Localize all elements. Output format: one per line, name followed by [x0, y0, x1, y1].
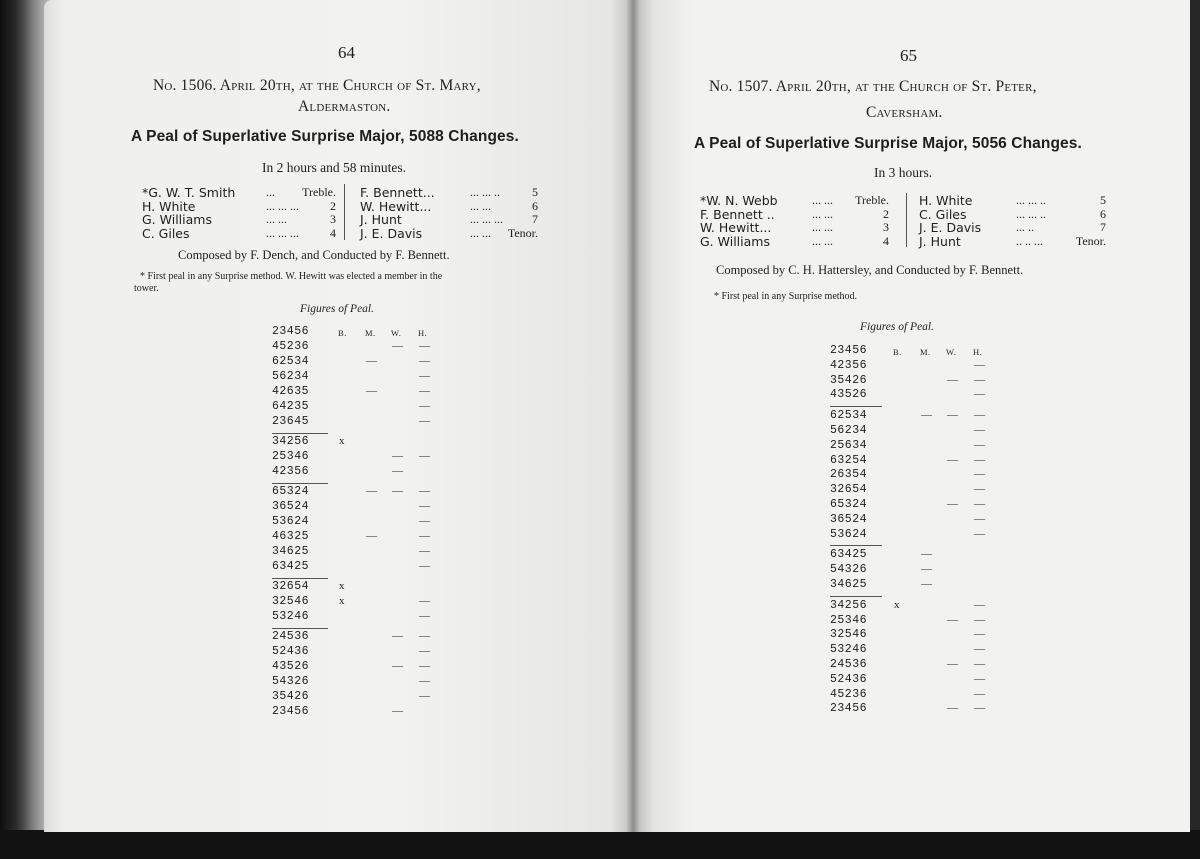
ringer-dots: ... ... [812, 206, 833, 221]
ringer-name: J. E. Davis [919, 220, 982, 235]
call-mark: — [974, 424, 985, 436]
figure-row: 53246 [830, 643, 868, 657]
call-mark: — [392, 340, 403, 352]
figure-row: 43526 [272, 660, 310, 673]
call-mark: — [419, 690, 430, 702]
peal-header: No. 1507. April 20th, at the Church of St. Peter, [709, 78, 1037, 95]
call-mark: — [947, 498, 958, 510]
call-mark: — [974, 483, 985, 496]
ringer-dots: ... .. [1016, 220, 1034, 234]
bell-number: 5 [532, 185, 538, 199]
call-mark: — [366, 385, 377, 397]
figure-row: 56234 [272, 370, 310, 383]
call-mark: — [974, 527, 985, 540]
footnote: * First peal in any Surprise method. [714, 291, 858, 302]
group-separator [830, 406, 882, 407]
call-mark: — [419, 660, 430, 672]
figure-row: 43526 [830, 388, 868, 402]
figure-row: 23456 [272, 325, 310, 338]
book-edge [1190, 0, 1200, 832]
page-number: 65 [900, 46, 917, 65]
call-mark: — [419, 355, 430, 367]
call-mark: — [974, 388, 985, 401]
call-mark: — [419, 630, 430, 642]
call-mark: — [419, 610, 430, 622]
call-mark: — [419, 645, 430, 657]
ringer-name: G. Williams [142, 212, 212, 227]
figure-row: 65324 [830, 498, 868, 511]
ringer-dots: ... ... [812, 193, 833, 207]
column-heading: B. [893, 347, 902, 357]
call-mark: — [392, 465, 403, 477]
figure-row: 32654 [830, 483, 868, 497]
call-mark: — [419, 515, 430, 527]
ringer-name: J. Hunt [919, 233, 961, 249]
bell-number: 3 [330, 212, 336, 226]
left-page [44, 0, 634, 832]
ringer-dots: ... ... [266, 212, 287, 226]
call-mark: — [419, 545, 430, 557]
figure-row: 34625 [272, 545, 310, 558]
bob-mark: x [339, 435, 345, 447]
ringer-name: *G. W. T. Smith [142, 185, 236, 200]
call-mark: — [419, 340, 430, 352]
call-mark: — [947, 658, 958, 670]
figure-row: 53246 [272, 610, 310, 623]
bell-number: 5 [1100, 193, 1106, 207]
call-mark: — [392, 630, 403, 642]
column-heading: W. [946, 347, 957, 357]
composer-line: Composed by C. H. Hattersley, and Conducted by F. Bennett. [716, 263, 1024, 277]
bell-number: 7 [1100, 220, 1106, 234]
group-separator [272, 628, 328, 629]
call-mark: — [366, 485, 377, 497]
figure-row: 25634 [830, 438, 868, 452]
call-mark: — [974, 512, 985, 525]
figure-row: 32654 [272, 580, 310, 593]
call-mark: — [974, 672, 985, 685]
bell-number: 2 [883, 206, 889, 221]
group-separator [830, 596, 882, 597]
figure-row: 63254 [830, 453, 868, 467]
call-mark: — [974, 643, 985, 656]
background-bottom [0, 830, 1200, 859]
ringer-dots: ... ... ... [470, 212, 503, 226]
peal-duration: In 2 hours and 58 minutes. [262, 160, 406, 175]
figure-row: 52436 [830, 672, 868, 686]
figure-row: 54326 [830, 563, 868, 577]
call-mark: — [392, 485, 403, 497]
figure-row: 53624 [830, 527, 868, 541]
call-mark: — [366, 530, 377, 542]
bob-mark: x [894, 598, 900, 611]
call-mark: — [974, 613, 985, 626]
call-mark: — [974, 598, 985, 611]
ringer-dots: ... [266, 185, 275, 199]
bell-number: 7 [532, 212, 538, 226]
call-mark: — [974, 628, 985, 641]
figure-row: 23456 [830, 702, 868, 716]
ringer-name: F. Bennett .. [700, 206, 775, 222]
ringer-name: *W. N. Webb [700, 193, 778, 208]
peal-duration: In 3 hours. [874, 165, 933, 180]
peal-title: A Peal of Superlative Surprise Major, 5056 Changes. [694, 135, 1082, 152]
column-heading: H. [418, 328, 428, 338]
ringer-name: J. E. Davis [360, 225, 423, 241]
bell-number: 2 [330, 198, 336, 213]
call-mark: — [419, 595, 430, 607]
ringers-divider [344, 184, 345, 240]
group-separator [272, 433, 328, 434]
ringer-name: W. Hewitt... [360, 198, 432, 214]
ringer-dots: ... ... [470, 198, 491, 213]
figure-row: 52436 [272, 645, 310, 658]
call-mark: — [947, 409, 958, 422]
bell-number: 4 [330, 225, 336, 240]
ringer-dots: ... ... ... [266, 225, 299, 240]
peal-header: No. 1506. April 20th, at the Church of St. Mary, [153, 77, 481, 94]
call-mark: — [419, 415, 430, 427]
call-mark: — [366, 355, 377, 367]
call-mark: — [974, 702, 985, 715]
figure-row: 53624 [272, 515, 310, 528]
call-mark: — [974, 468, 985, 481]
column-heading: W. [391, 328, 402, 338]
figure-row: 36524 [830, 512, 868, 526]
call-mark: — [419, 385, 430, 397]
figure-row: 45236 [830, 687, 868, 701]
ringer-name: C. Giles [919, 206, 967, 222]
call-mark: — [921, 409, 932, 422]
book-gutter [626, 0, 640, 832]
ringers-divider [906, 193, 907, 247]
figure-row: 54326 [272, 675, 310, 688]
ringer-name: F. Bennett... [360, 185, 435, 200]
call-mark: — [419, 400, 430, 412]
bell-number: Tenor. [507, 225, 538, 240]
call-mark: — [419, 370, 430, 382]
ringer-name: H. White [142, 198, 196, 214]
figure-row: 24536 [272, 630, 310, 643]
bell-number: Tenor. [1075, 233, 1106, 248]
footnote: * First peal in any Surprise method. W. Hewitt was elected a member in the [140, 271, 443, 282]
peal-location: Caversham. [866, 104, 943, 121]
figure-row: 23456 [272, 705, 310, 718]
figure-row: 25346 [830, 613, 868, 627]
figure-row: 42356 [830, 358, 868, 372]
figure-row: 35426 [272, 690, 310, 703]
figure-row: 35426 [830, 373, 868, 387]
group-separator [272, 578, 328, 579]
group-separator [830, 545, 882, 546]
call-mark: — [974, 453, 985, 466]
column-heading: B. [338, 328, 347, 338]
call-mark: — [392, 660, 403, 672]
ringer-dots: ... ... ... [266, 198, 299, 213]
figure-row: 42635 [272, 385, 310, 398]
ringer-name: G. Williams [700, 233, 770, 249]
figure-row: 65324 [272, 485, 310, 498]
figure-row: 34256 [272, 435, 310, 448]
call-mark: — [392, 705, 403, 717]
peal-title: A Peal of Superlative Surprise Major, 5088 Changes. [131, 128, 519, 145]
peal-location: Aldermaston. [298, 98, 391, 115]
bell-number: 4 [883, 233, 889, 248]
bob-mark: x [339, 580, 345, 592]
figure-row: 26354 [830, 468, 868, 482]
ringer-name: C. Giles [142, 225, 190, 241]
column-heading: H. [973, 347, 983, 357]
call-mark: — [921, 563, 932, 576]
figure-row: 34256 [830, 598, 868, 612]
call-mark: — [921, 548, 932, 561]
bell-number: 3 [883, 220, 889, 234]
ringer-dots: ... ... .. [1016, 193, 1046, 207]
figure-row: 62534 [830, 409, 868, 423]
composer-line: Composed by F. Dench, and Conducted by F. Bennett. [178, 248, 450, 262]
call-mark: — [947, 613, 958, 626]
ringer-dots: ... ... [470, 225, 491, 240]
call-mark: — [947, 702, 958, 715]
figure-row: 25346 [272, 450, 310, 463]
bell-number: Treble. [855, 193, 889, 207]
bell-number: 6 [532, 198, 538, 213]
call-mark: — [974, 498, 985, 510]
call-mark: — [947, 453, 958, 466]
ringer-name: H. White [919, 193, 973, 208]
ringer-dots: ... ... [812, 233, 833, 248]
call-mark: — [921, 578, 932, 590]
figure-row: 63425 [272, 560, 310, 573]
call-mark: — [947, 373, 958, 386]
page-number: 64 [338, 43, 355, 62]
ringer-dots: ... ... .. [1016, 206, 1046, 221]
ringer-dots: ... ... [812, 220, 833, 234]
figure-row: 32546 [272, 595, 310, 608]
call-mark: — [974, 358, 985, 371]
figure-row: 64235 [272, 400, 310, 413]
call-mark: — [974, 658, 985, 670]
ringer-name: W. Hewitt... [700, 220, 772, 235]
ringer-dots: ... ... .. [470, 185, 500, 199]
column-heading: M. [920, 347, 931, 357]
ringer-dots: .. .. ... [1016, 233, 1043, 248]
call-mark: — [419, 485, 430, 497]
figure-row: 46325 [272, 530, 310, 543]
call-mark: — [419, 560, 430, 572]
call-mark: — [419, 450, 430, 462]
call-mark: — [974, 438, 985, 451]
figure-row: 24536 [830, 658, 868, 671]
figure-row: 32546 [830, 628, 868, 642]
ringer-name: J. Hunt [360, 212, 402, 227]
group-separator [272, 483, 328, 484]
figure-row: 62534 [272, 355, 310, 368]
call-mark: — [974, 373, 985, 386]
figures-title: Figures of Peal. [300, 303, 374, 315]
call-mark: — [974, 409, 985, 422]
bell-number: 6 [1100, 206, 1106, 221]
call-mark: — [392, 450, 403, 462]
figure-row: 36524 [272, 500, 310, 513]
figure-row: 42356 [272, 465, 310, 478]
bob-mark: x [339, 595, 345, 607]
call-mark: — [419, 675, 430, 687]
figure-row: 63425 [830, 548, 868, 562]
figure-row: 34625 [830, 578, 868, 591]
figure-row: 45236 [272, 340, 310, 353]
column-heading: M. [365, 328, 376, 338]
figure-row: 23456 [830, 344, 868, 357]
figures-title: Figures of Peal. [860, 321, 934, 333]
call-mark: — [419, 500, 430, 512]
footnote-continued: tower. [134, 283, 159, 294]
figure-row: 23645 [272, 415, 310, 428]
figure-row: 56234 [830, 424, 868, 437]
right-page [634, 0, 1190, 832]
call-mark: — [974, 687, 985, 700]
bell-number: Treble. [302, 185, 336, 199]
call-mark: — [419, 530, 430, 542]
